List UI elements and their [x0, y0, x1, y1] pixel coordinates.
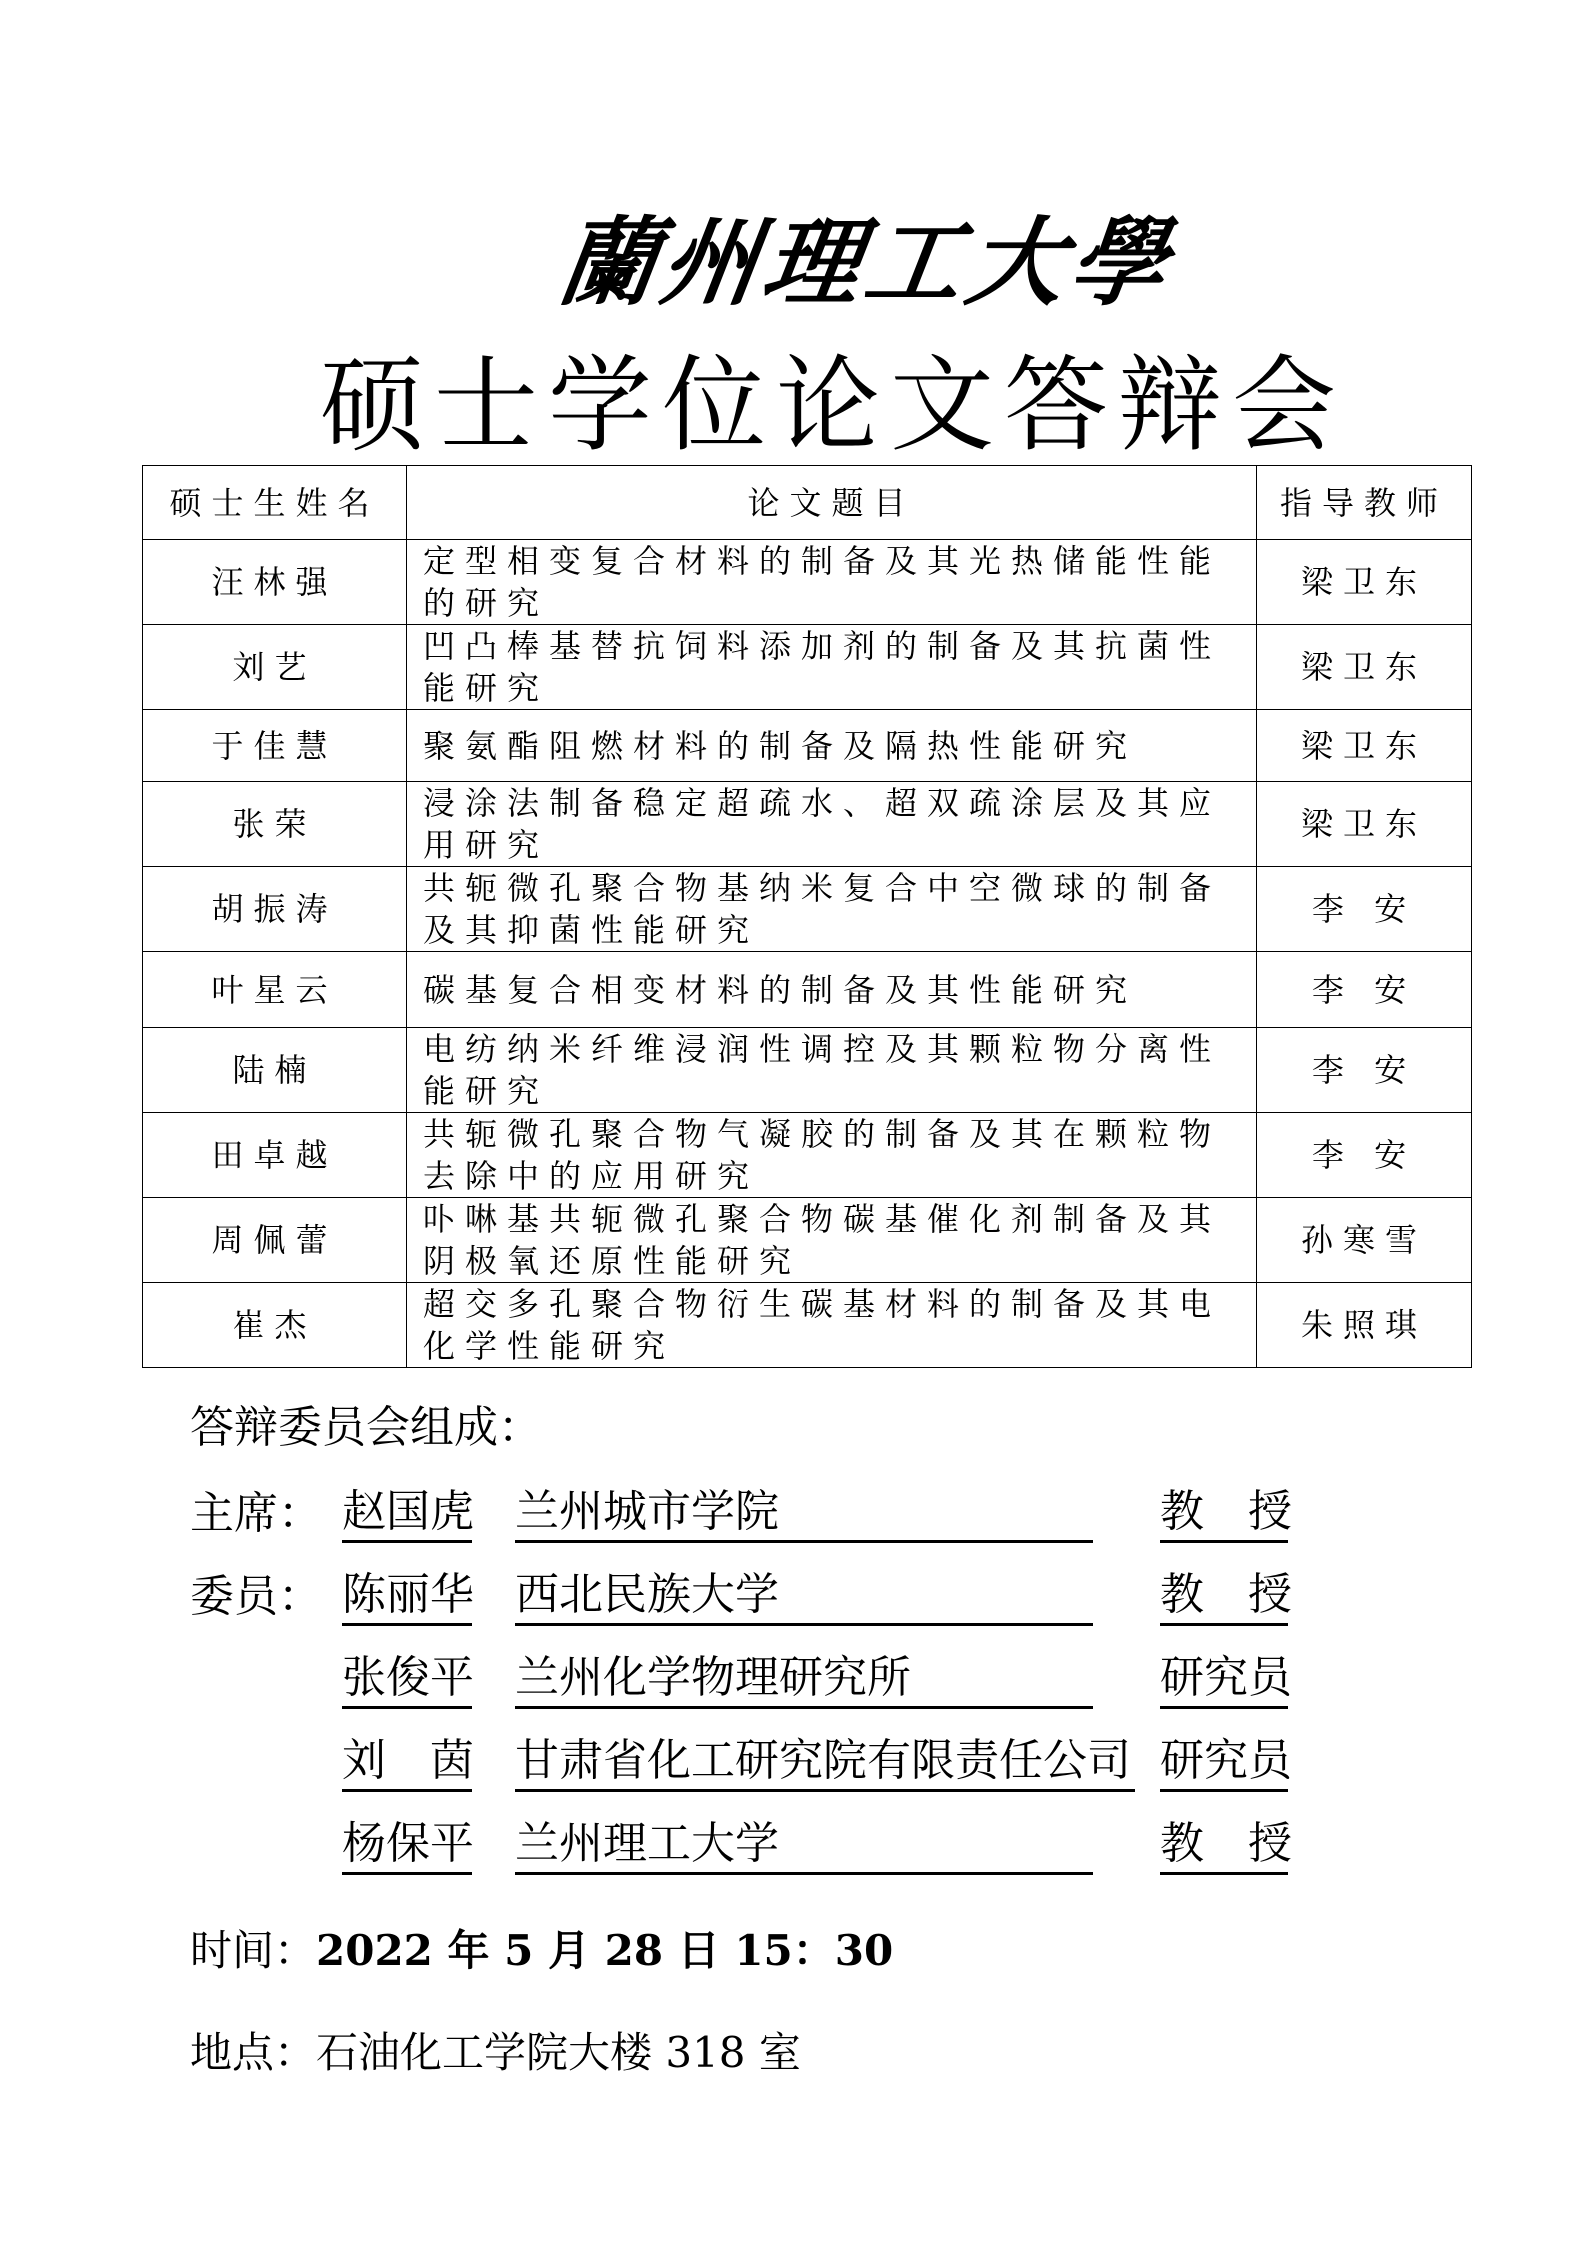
member-title: 教 授 — [1160, 1567, 1288, 1626]
thesis-topic: 共轭微孔聚合物基纳米复合中空微球的制备及其抑菌性能研究 — [407, 867, 1257, 952]
table-row — [143, 540, 1472, 625]
member-name: 刘 茵 — [342, 1733, 472, 1792]
thesis-topic: 浸涂法制备稳定超疏水、超双疏涂层及其应用研究 — [407, 782, 1257, 867]
table-row — [143, 952, 1472, 1028]
member-organization: 兰州化学物理研究所 — [515, 1650, 1093, 1709]
thesis-topic: 定型相变复合材料的制备及其光热储能性能的研究 — [407, 540, 1257, 625]
member-name: 张俊平 — [342, 1650, 472, 1709]
column-header-student: 硕士生姓名 — [143, 466, 407, 540]
thesis-topic: 超交多孔聚合物衍生碳基材料的制备及其电化学性能研究 — [407, 1283, 1257, 1368]
student-name: 张荣 — [143, 782, 407, 867]
thesis-topic: 凹凸棒基替抗饲料添加剂的制备及其抗菌性能研究 — [407, 625, 1257, 710]
thesis-topic: 聚氨酯阻燃材料的制备及隔热性能研究 — [407, 710, 1257, 782]
table-row — [143, 710, 1472, 782]
location-label: 地点： — [190, 2028, 317, 2077]
member-title: 研究员 — [1160, 1733, 1288, 1792]
advisor-name: 李 安 — [1257, 1113, 1472, 1198]
member-role: 主席： — [190, 1488, 322, 1539]
table-row — [143, 867, 1472, 952]
page-title: 硕士学位论文答辩会 — [320, 344, 1347, 466]
student-name: 汪林强 — [143, 540, 407, 625]
advisor-name: 孙寒雪 — [1257, 1198, 1472, 1283]
thesis-topic: 共轭微孔聚合物气凝胶的制备及其在颗粒物去除中的应用研究 — [407, 1113, 1257, 1198]
table-row — [143, 625, 1472, 710]
table-row — [143, 1283, 1472, 1368]
member-organization: 西北民族大学 — [515, 1567, 1093, 1626]
member-role: 委员： — [190, 1571, 322, 1622]
student-name: 陆楠 — [143, 1028, 407, 1113]
table-row — [143, 1028, 1472, 1113]
student-name: 崔杰 — [143, 1283, 407, 1368]
student-name: 刘艺 — [143, 625, 407, 710]
location-value: 石油化工学院大楼 318 室 — [316, 2028, 801, 2077]
member-name: 赵国虎 — [342, 1484, 472, 1543]
advisor-name: 梁卫东 — [1257, 782, 1472, 867]
table-row — [143, 1198, 1472, 1283]
advisor-name: 朱照琪 — [1257, 1283, 1472, 1368]
member-name: 杨保平 — [342, 1816, 472, 1875]
student-name: 田卓越 — [143, 1113, 407, 1198]
thesis-topic: 电纺纳米纤维浸润性调控及其颗粒物分离性能研究 — [407, 1028, 1257, 1113]
table-header-row — [143, 466, 1472, 540]
member-title: 教 授 — [1160, 1816, 1288, 1875]
table-row — [143, 782, 1472, 867]
member-organization: 兰州城市学院 — [515, 1484, 1093, 1543]
time-value: 2022 年 5 月 28 日 15：30 — [316, 1926, 894, 1975]
student-name: 叶星云 — [143, 952, 407, 1028]
committee-heading: 答辩委员会组成： — [190, 1402, 542, 1453]
thesis-topic: 卟啉基共轭微孔聚合物碳基催化剂制备及其阴极氧还原性能研究 — [407, 1198, 1257, 1283]
student-name: 于佳慧 — [143, 710, 407, 782]
advisor-name: 梁卫东 — [1257, 540, 1472, 625]
member-organization: 甘肃省化工研究院有限责任公司 — [515, 1733, 1135, 1792]
university-logo: 蘭州理工大學 — [552, 206, 1181, 319]
student-name: 周佩蕾 — [143, 1198, 407, 1283]
student-name: 胡振涛 — [143, 867, 407, 952]
defense-location — [190, 2023, 801, 2083]
advisor-name: 李 安 — [1257, 952, 1472, 1028]
column-header-topic: 论文题目 — [407, 466, 1257, 540]
advisor-name: 李 安 — [1257, 867, 1472, 952]
member-name: 陈丽华 — [342, 1567, 472, 1626]
advisor-name: 梁卫东 — [1257, 710, 1472, 782]
thesis-table — [142, 465, 1472, 1368]
time-label: 时间： — [190, 1926, 317, 1975]
thesis-topic: 碳基复合相变材料的制备及其性能研究 — [407, 952, 1257, 1028]
advisor-name: 李 安 — [1257, 1028, 1472, 1113]
table-row — [143, 1113, 1472, 1198]
column-header-advisor: 指导教师 — [1257, 466, 1472, 540]
member-title: 教 授 — [1160, 1484, 1288, 1543]
advisor-name: 梁卫东 — [1257, 625, 1472, 710]
defense-time — [190, 1921, 893, 1981]
member-organization: 兰州理工大学 — [515, 1816, 1093, 1875]
member-title: 研究员 — [1160, 1650, 1288, 1709]
